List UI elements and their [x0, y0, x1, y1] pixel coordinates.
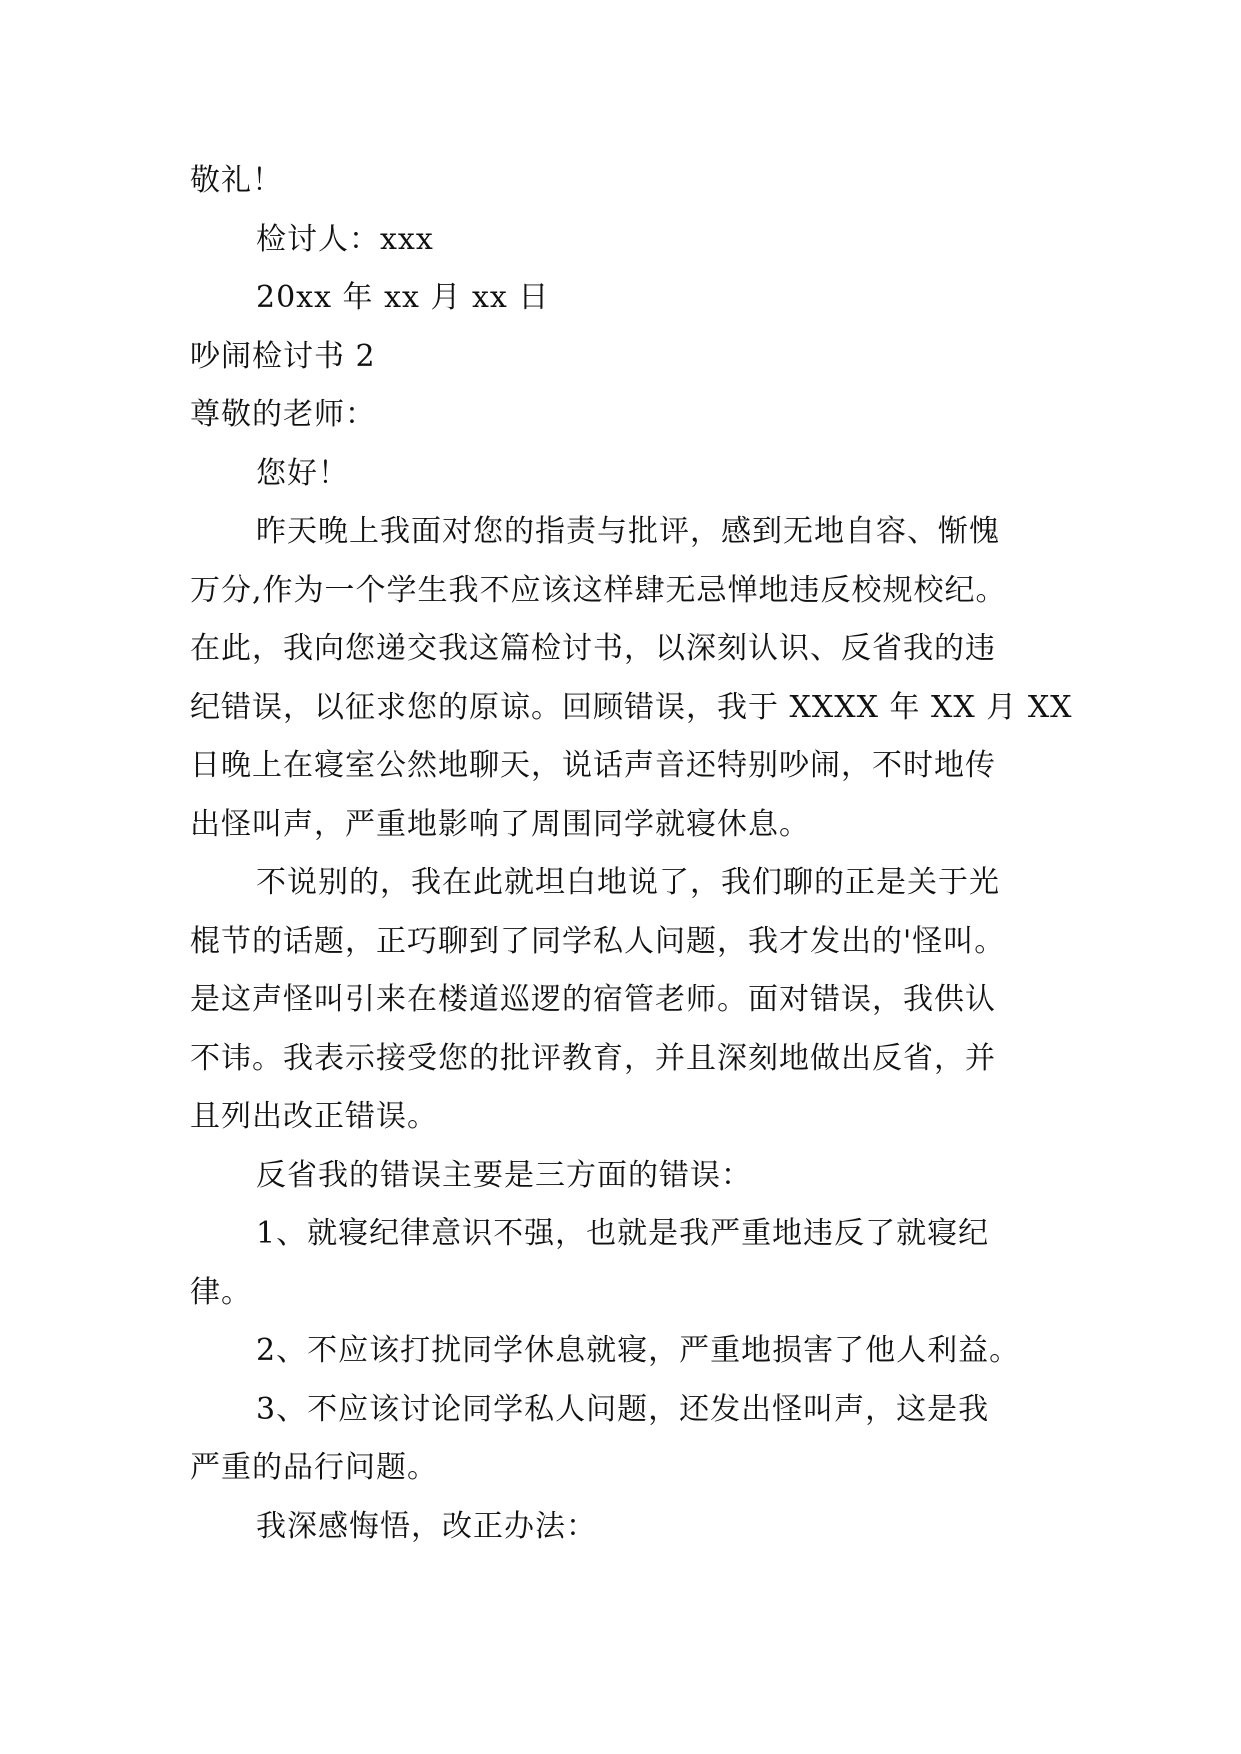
list-item-1 [190, 1205, 1060, 1322]
greeting: 您好！ [256, 455, 349, 491]
paragraph-line: 不讳。我表示接受您的批评教育，并且深刻地做出反省，并 [190, 1040, 996, 1076]
paragraph-line: 律。 [190, 1274, 252, 1310]
paragraph-remedy-intro [190, 1498, 1060, 1557]
paragraph-apology [190, 503, 1073, 854]
paragraph-line: 不说别的，我在此就坦白地说了，我们聊的正是关于光 [256, 865, 1000, 900]
salutation: 尊敬的老师： [190, 397, 376, 432]
paragraph-confession [190, 854, 1060, 1147]
paragraph-line: 是这声怪叫引来在楼道巡逻的宿管老师。面对错误，我供认 [190, 982, 996, 1017]
list-item-2 [190, 1322, 1060, 1381]
paragraph-line: 出怪叫声，严重地影响了周围同学就寝休息。 [190, 806, 810, 842]
closing-line: 敬礼！ [190, 163, 283, 198]
paragraph-line: 3、不应该讨论同学私人问题，还发出怪叫声，这是我 [256, 1391, 990, 1427]
document-body [190, 152, 1073, 1556]
paragraph-line: 且列出改正错误。 [190, 1099, 438, 1134]
paragraph-line: 2、不应该打扰同学休息就寝，严重地损害了他人利益。 [256, 1333, 1021, 1368]
paragraph-line: 在此，我向您递交我这篇检讨书，以深刻认识、反省我的违 [190, 631, 996, 666]
list-item-3 [190, 1381, 1060, 1498]
paragraph-line: 纪错误，以征求您的原谅。回顾错误，我于 XXXX 年 XX 月 XX [190, 689, 1073, 725]
paragraph-reflection-intro [190, 1147, 1060, 1206]
paragraph-line: 我深感悔悟，改正办法： [256, 1508, 597, 1544]
paragraph-line: 日晚上在寝室公然地聊天，说话声音还特别吵闹，不时地传 [190, 748, 996, 783]
paragraph-line: 昨天晚上我面对您的指责与批评，感到无地自容、惭愧 [256, 514, 1000, 549]
paragraph-line: 万分,作为一个学生我不应该这样肆无忌惮地违反校规校纪。 [190, 572, 1007, 608]
paragraph-line: 反省我的错误主要是三方面的错误： [256, 1157, 752, 1193]
signature-date: 20xx 年 xx 月 xx 日 [256, 280, 550, 315]
signature-name: 检讨人：xxx [256, 221, 434, 257]
paragraph-line: 棍节的话题，正巧聊到了同学私人问题，我才发出的'怪叫。 [190, 923, 1006, 959]
paragraph-line: 1、就寝纪律意识不强，也就是我严重地违反了就寝纪 [256, 1216, 990, 1251]
section-title: 吵闹检讨书 2 [190, 338, 376, 374]
paragraph-line: 严重的品行问题。 [190, 1450, 438, 1485]
